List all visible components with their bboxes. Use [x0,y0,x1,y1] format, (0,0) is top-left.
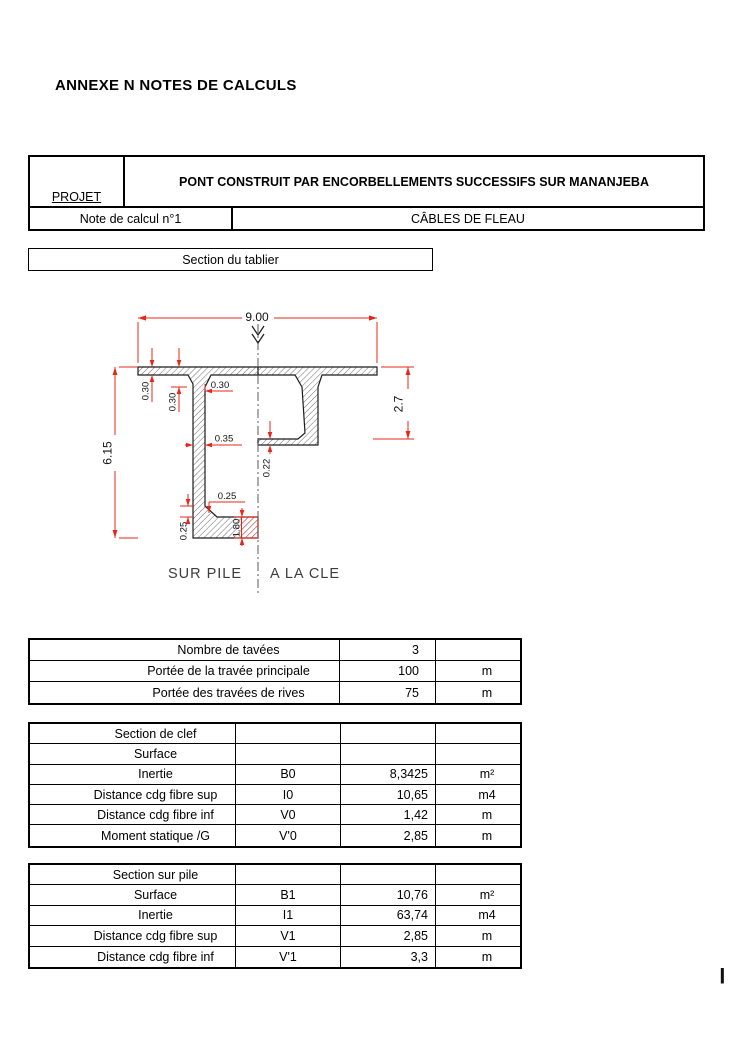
table-cell-unit: m [481,949,493,964]
table-cell-value: 8,3425 [341,765,436,785]
dim-height-pile-text: 6.15 [100,441,115,465]
table-cell-label: Moment statique /G [30,825,236,845]
table-cell-unit: m4 [436,906,520,926]
table-cell-label: Portée de la travée principale [30,661,340,682]
table-cell-symbol: I0 [236,785,341,805]
label-a-la-cle: A LA CLE [269,566,341,582]
cle-half-section-shape [258,367,377,445]
dim-web-thickness-text: 0.35 [214,433,234,445]
project-header-row1 [30,157,703,208]
table-cell-value: 100 [340,661,436,682]
pile-half-section-shape [138,367,258,538]
note-title-cell: CÂBLES DE FLEAU [411,211,525,226]
table-cell-label: Distance cdg fibre sup [30,926,236,946]
table-cell-label: Surface [30,744,236,764]
table-cell-label: Distance cdg fibre inf [30,947,236,967]
dim-height-cle-text: 2.7 [391,395,406,413]
dim-bottom-corner [180,494,194,524]
table-cell-symbol: V'0 [236,825,341,845]
table-cell-unit: m² [436,885,520,905]
table-cell-value: 63,74 [341,906,436,926]
table-cell-label: Inertie [30,765,236,785]
pile-section-table [28,863,522,969]
table-cell-unit [436,865,520,885]
table-cell-unit: m [436,661,520,682]
table-cell-value: 10,65 [341,785,436,805]
table-cell-value [341,724,436,744]
table-cell-label: Section de clef [30,724,236,744]
table-cell-label: Section sur pile [30,865,236,885]
table-cell-value: 3,3 [341,947,436,967]
table-cell-unit [436,640,520,661]
table-cell-symbol: B0 [236,765,341,785]
table-cell-label: Inertie [30,906,236,926]
table-cell-value: 3 [340,640,436,661]
dim-fillet-text: 0.25 [217,491,237,502]
project-header-table [28,155,705,231]
table-cell-symbol: I1 [236,906,341,926]
table-cell-label: Distance cdg fibre sup [30,785,236,805]
table-cell-symbol [236,865,341,885]
table-cell-value: 2,85 [341,825,436,845]
table-cell-value: 2,85 [341,926,436,946]
table-cell-symbol: V0 [236,805,341,825]
table-cell-unit: m [436,805,520,825]
table-cell-unit: m [481,828,493,843]
dim-fillet [207,502,245,513]
deck-cross-section-drawing [95,290,445,602]
dim-bottom-corner-text: 0.25 [178,521,190,541]
dim-total-width-text: 9.00 [245,310,269,324]
table-cell-value: 75 [340,682,436,703]
table-cell-symbol: V'1 [236,947,341,967]
table-cell-unit: m [436,926,520,946]
table-cell-label: Nombre de tavées [30,640,340,661]
table-cell-value [341,744,436,764]
table-cell-symbol [236,744,341,764]
table-cell-unit: m4 [436,785,520,805]
dim-slab-haunch-text: 0.30 [167,392,179,412]
dim-slab-edge-text: 0.30 [140,381,152,401]
spans-table [28,638,522,705]
dim-height-pile [113,367,138,538]
table-cell-label: Surface [30,885,236,905]
page-title: ANNEXE N NOTES DE CALCULS [55,77,297,94]
dim-web-top-text: 0.30 [210,380,230,391]
table-cell-value: 1,42 [341,805,436,825]
project-header-row2 [30,208,703,229]
table-cell-unit: m² [436,765,520,785]
dim-bottom-slab-cle [268,421,273,454]
section-title-box: Section du tablier [28,248,433,271]
page-number-mark: | [719,965,726,984]
table-cell-unit [436,724,520,744]
note-label-cell: Note de calcul n°1 [30,208,233,229]
key-section-table [28,722,522,848]
project-title-cell: PONT CONSTRUIT PAR ENCORBELLEMENTS SUCCESSIFS SUR MANANJEBA [179,174,649,189]
table-cell-label: Distance cdg fibre inf [30,805,236,825]
project-label-cell [30,157,125,206]
label-sur-pile: SUR PILE [167,566,243,582]
table-cell-symbol: B1 [236,885,341,905]
table-cell-unit: m [481,685,493,700]
table-cell-value [341,865,436,885]
project-label: PROJET [51,190,102,204]
table-cell-symbol: V1 [236,926,341,946]
dim-bottom-slab-cle-text: 0.22 [261,458,273,478]
dim-bottom-slab-pile-text: 1.80 [231,518,243,538]
bottom-slab-pile-dim-block [242,517,259,538]
table-cell-unit [436,744,520,764]
table-cell-value: 10,76 [341,885,436,905]
table-cell-symbol [236,724,341,744]
table-cell-label: Portée des travées de rives [30,682,340,703]
